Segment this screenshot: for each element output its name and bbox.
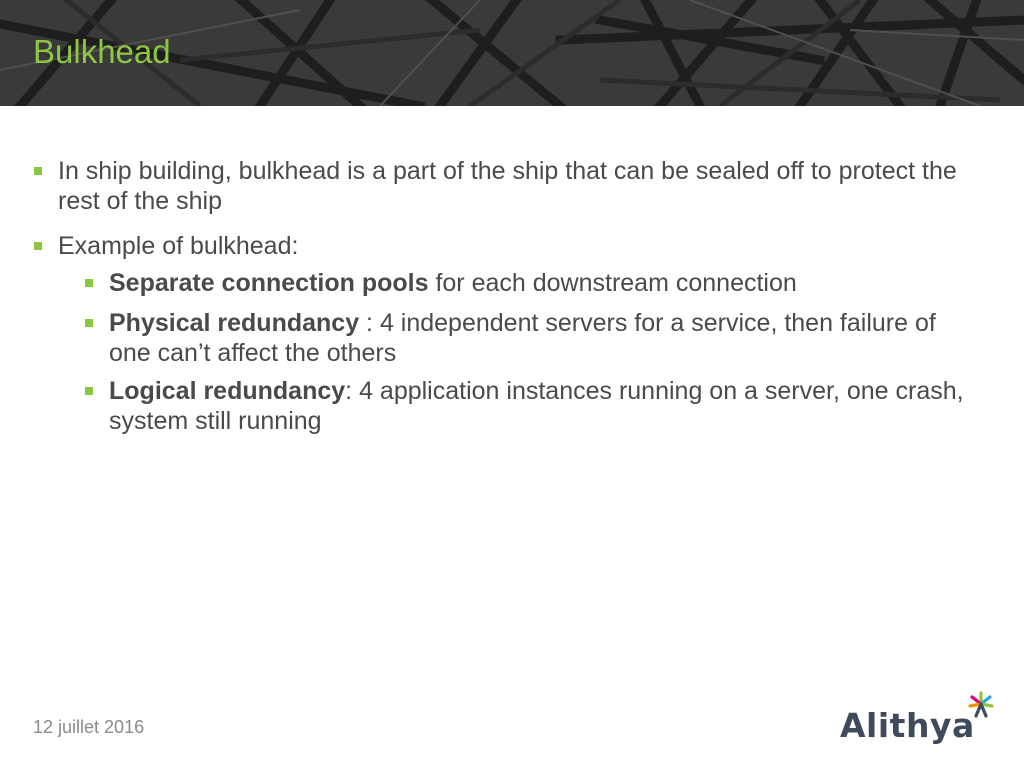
sub-bullet-item	[109, 268, 969, 298]
company-logo	[838, 690, 1008, 752]
sub-bullet-text: : 4 application instances running on a server, one crash, system still running	[109, 377, 964, 435]
starburst-icon	[966, 690, 996, 720]
square-bullet-icon	[85, 387, 93, 395]
sub-bullet-item	[109, 376, 969, 436]
header-banner	[0, 0, 1024, 106]
logo-wordmark: Alithya	[840, 706, 975, 745]
bullet-item	[58, 231, 958, 261]
bullet-text: Example of bulkhead:	[58, 232, 299, 260]
sub-bullet-term: Logical redundancy	[109, 377, 346, 405]
sub-bullet-text: : 4 independent servers for a service, then failure of one can’t affect the others	[109, 309, 936, 367]
sub-bullet-item	[109, 308, 969, 368]
sub-bullet-term: Separate connection pools	[109, 269, 429, 297]
square-bullet-icon	[85, 319, 93, 327]
bullet-text: In ship building, bulkhead is a part of the ship that can be sealed off to protect the rest of the ship	[58, 157, 957, 215]
square-bullet-icon	[85, 279, 93, 287]
footer-date: 12 juillet 2016	[33, 717, 145, 737]
square-bullet-icon	[34, 167, 42, 175]
square-bullet-icon	[34, 242, 42, 250]
bullet-item	[58, 156, 958, 216]
slide-title: Bulkhead	[33, 33, 171, 70]
sub-bullet-term: Physical redundancy	[109, 309, 360, 337]
sub-bullet-text: for each downstream connection	[428, 269, 797, 297]
